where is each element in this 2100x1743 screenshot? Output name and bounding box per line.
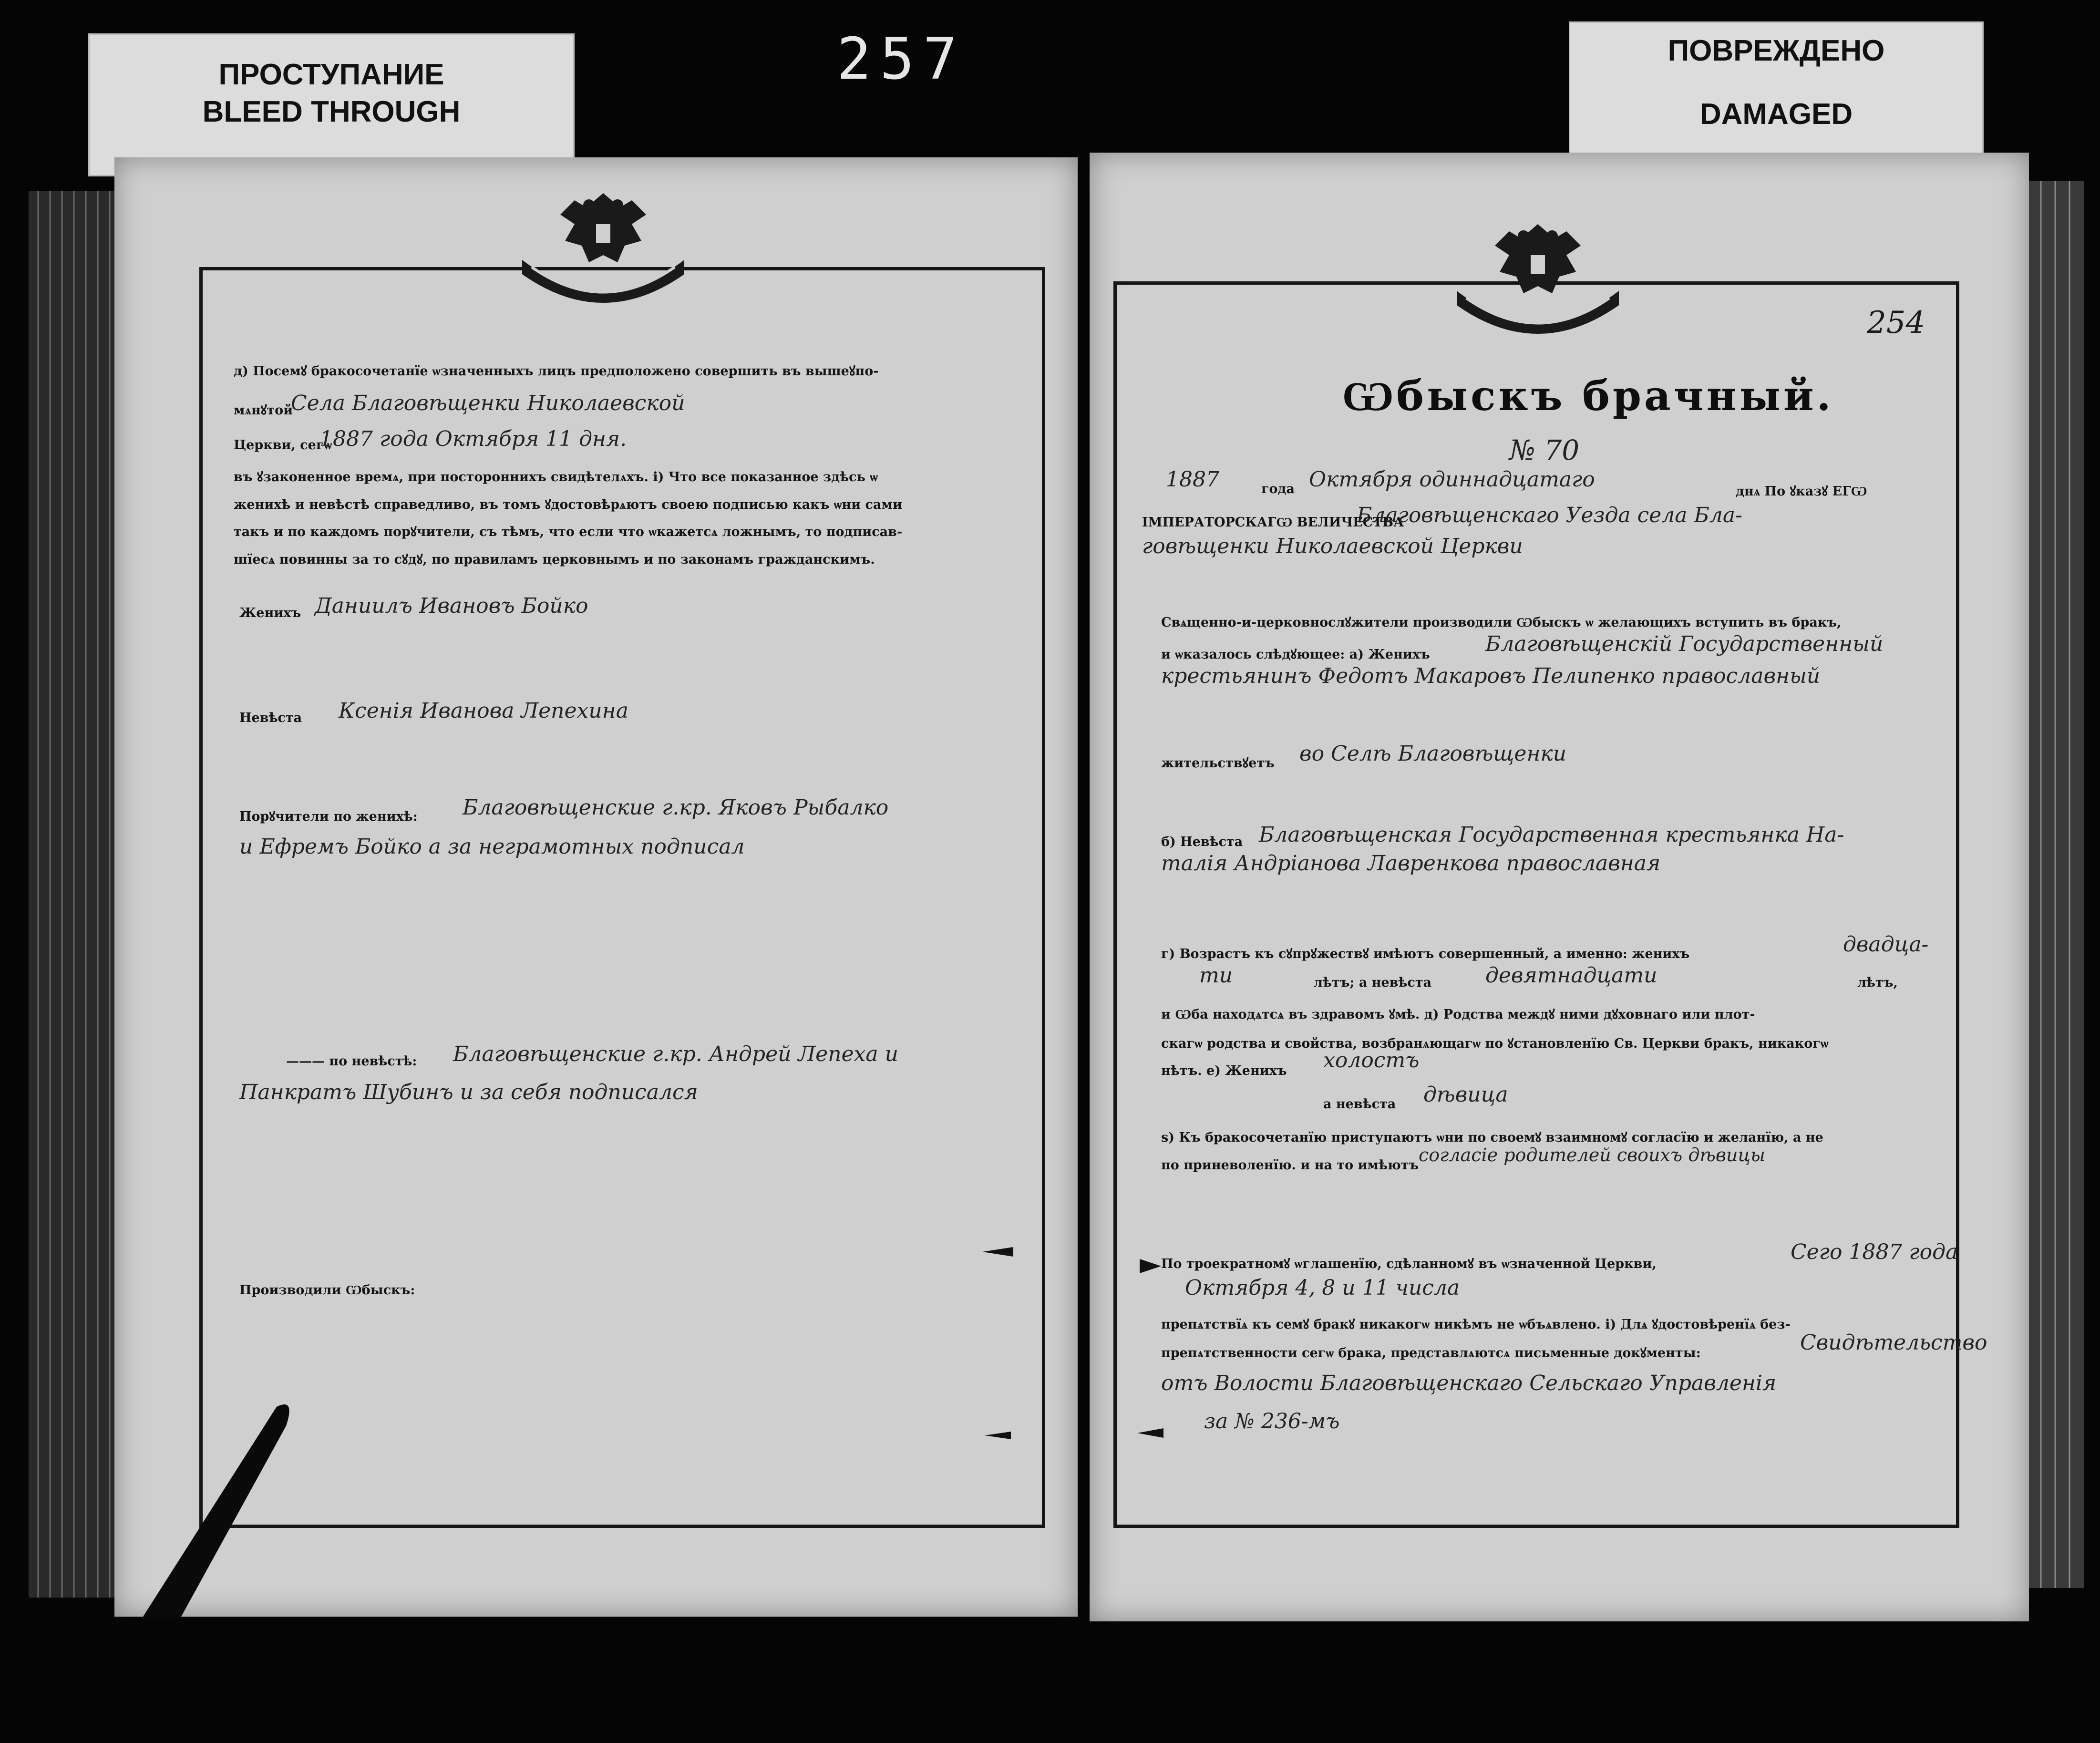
label-ru: ПОВРЕЖДЕНО [1668,34,1885,67]
hand-bride-2: талiя Андрiанова Лавренкова православная [1161,851,1661,876]
bleed-through-label [88,33,575,176]
damaged-label [1569,21,1984,167]
bride-guarantors-label: ——— по невѣстѣ: [286,1054,417,1069]
page-folio-number: 254 [1867,305,1925,340]
label-bride-status: а невѣста [1323,1097,1396,1112]
form-line-1: д) Посемꙋ бракосочетанїе ѡзначенныхъ лицъ предположено совершить въ вышеꙋпо- [234,364,879,379]
hand-groom-1: Благовѣщенскiй Государственный [1485,632,1884,656]
hand-bride-guarantors-2: Панкратъ Шубинъ и за себя подписался [239,1080,698,1104]
form-line-compulsion: по приневоленїю. и на то имѣютъ [1161,1158,1419,1173]
hand-bride: Ксенiя Иванова Лепехина [339,699,628,723]
record-number: № 70 [1509,434,1580,466]
label-en: DAMAGED [1699,97,1853,131]
hand-parental-consent: согласiе родителей своихъ дѣвицы [1419,1145,1765,1165]
page-shadow-corner [143,1397,300,1617]
hand-consistory: Благовѣщенскаго Уезда села Бла- [1357,503,1742,527]
hand-month-day: Октября одиннадцатаго [1309,467,1595,492]
form-line-found: и ѡказалось слѣдꙋющее: а) Женихъ [1161,647,1430,662]
archive-folio-number: 257 [837,26,966,93]
hand-bride-1: Благовѣщенская Государственная крестьянка На- [1259,823,1844,847]
hand-groom-status: холостъ [1323,1048,1420,1073]
form-line-banns: По троекратномꙋ ѡглашенїю, сдѣланномꙋ въ ѡзначенной Церкви, [1161,1257,1657,1271]
form-line-3: Церкви, сегѡ [234,438,332,453]
hand-banns-year: Сего 1887 года [1791,1240,1958,1264]
hand-bride-age: девятнадцати [1485,963,1657,988]
form-line-consent: ѕ) Къ бракосочетанїю приступаютъ ѡни по своемꙋ взаимномꙋ согласїю и желанїю, а не [1161,1130,1823,1145]
left-page-frame [199,267,1045,1528]
label-year: года [1261,482,1295,496]
double-headed-eagle-emblem [1438,210,1638,348]
label-ru: ПРОСТУПАНИЕ [218,58,444,91]
binding-thread-mark [1135,1423,1168,1443]
form-line-impediments: препѧтствїѧ къ семꙋ бракꙋ никакогѡ никѣмъ не ѡбъѧвлено. і) Длѧ ꙋдостовѣренїѧ без- [1161,1317,1791,1332]
hand-residence: во Селѣ Благовѣщенки [1299,742,1567,766]
hand-bride-guarantors-1: Благовѣщенские г.кр. Андрей Лепеха и [453,1042,898,1066]
document-title: Ѡбыскъ брачный. [1342,372,1834,420]
hand-groom-guarantors-2: и Ефремъ Бойко а за неграмотных подписал [239,835,745,859]
binding-thread-mark [982,1426,1016,1445]
form-line-2: мѧнꙋтой [234,403,293,418]
binding-thread-mark [980,1240,1018,1264]
hand-consistory-2: говѣщенки Николаевской Церкви [1142,534,1523,558]
right-page [1090,153,2029,1621]
hand-groom-2: крестьянинъ Федотъ Макаровъ Пелипенко православный [1161,664,1821,688]
label-residence: жительствꙋетъ [1161,756,1275,771]
form-line-7: шїесѧ повинны за то сꙋдꙋ, по правиламъ церковнымъ и по законамъ гражданскимъ. [234,552,875,567]
form-line-sanity: и Ѡба находѧтсѧ въ здравомъ ꙋмѣ. д) Родства междꙋ ними дꙋховнаго или плот- [1161,1007,1755,1022]
groom-guarantors-label: Порꙋчители по женихѣ: [239,809,418,824]
book-edge-left [29,191,124,1598]
form-line-4: въ ꙋзаконенное времѧ, при постороннихъ свидѣтелѧхъ. і) Что все показанное здѣсь ѡ [234,470,878,485]
label-majesty: ІМПЕРАТОРСКАГѠ ВЕЛИЧЕСТВА [1142,515,1404,530]
form-line-kinship: скагѡ родства и свойства, возбранѧющагѡ по ꙋстановленїю Св. Церкви бракъ, никакогѡ [1161,1036,1829,1051]
label-bride: б) Невѣста [1161,835,1243,849]
hand-groom: Даниилъ Ивановъ Бойко [315,594,588,618]
hand-groom-age-2: ти [1199,963,1233,988]
label-years: лѣтъ, [1857,975,1898,990]
hand-year: 1887 [1166,467,1219,492]
form-line-documents: препѧтственности сегѡ брака, представлѧютсѧ письменные докꙋменты: [1161,1346,1701,1361]
double-headed-eagle-emblem [503,179,703,317]
form-line-age: г) Возрастъ къ сꙋпрꙋжествꙋ имѣютъ совершенный, а именно: женихъ [1161,947,1690,961]
label-years-bride: лѣтъ; а невѣста [1314,975,1432,990]
hand-certificate-2: отъ Волости Благовѣщенскаго Сельскаго Управленiя [1161,1371,1777,1395]
hand-groom-age: двадца- [1843,932,1929,957]
form-line-no-kin: нѣтъ. е) Женихъ [1161,1063,1287,1078]
bride-label: Невѣста [239,711,302,725]
hand-certificate-number: за № 236-мъ [1204,1409,1340,1434]
label-en: BLEED THROUGH [202,95,461,128]
form-line-5: женихѣ и невѣстѣ справедливо, въ томъ ꙋдостовѣрѧютъ своею подписью какъ ѡни сами [234,497,902,512]
hand-groom-guarantors-1: Благовѣщенские г.кр. Яковъ Рыбалко [463,795,889,820]
label-day-decree: днѧ По ꙋказꙋ ЕГѠ [1736,484,1867,499]
hand-certificate: Свидѣтельство [1800,1330,1987,1355]
hand-bride-status: дѣвица [1423,1083,1508,1107]
form-line-6: такъ и по каждомъ порꙋчители, съ тѣмъ, что если что ѡкажетсѧ ложнымъ, то подписав- [234,525,903,539]
investigators-label: Производили Ѡбыскъ: [239,1283,415,1298]
binding-thread-mark [1137,1254,1166,1278]
left-page [114,157,1078,1617]
hand-date: 1887 года Октября 11 дня. [319,427,627,451]
hand-church: Села Благовѣщенки Николаевской [291,391,685,415]
form-line-clergy: Свѧщенно-и-церковнослꙋжители производили Ѡбыскъ ѡ желающихъ вступить въ бракъ, [1161,615,1842,630]
groom-label: Женихъ [239,606,301,620]
hand-banns-dates: Октября 4, 8 и 11 числа [1185,1276,1460,1300]
